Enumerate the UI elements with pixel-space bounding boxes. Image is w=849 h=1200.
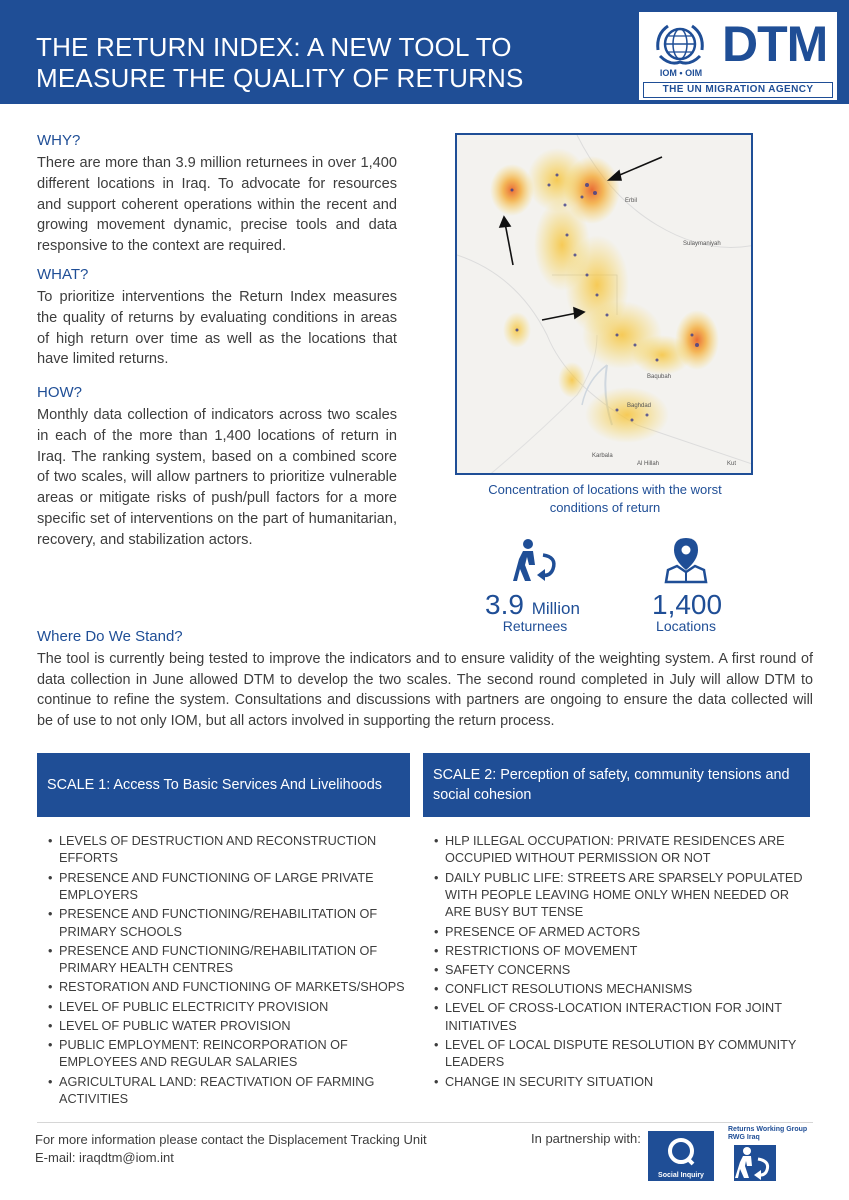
map-label-erbil: Erbil [625,198,638,204]
footer-divider [37,1122,813,1123]
locations-label: Locations [656,618,716,634]
how-heading: HOW? [37,384,82,401]
list-item: • RESTORATION AND FUNCTIONING OF MARKETS/SHOPS [46,979,418,996]
why-body: There are more than 3.9 million returnees in over 1,400 different locations in Iraq. To advocate for resources and support coherent operations within the recent and growing movement dynamic, precise tools and data responsive to the context are required. [37,155,397,255]
list-item: • AGRICULTURAL LAND: REACTIVATION OF FARMING ACTIVITIES [46,1074,418,1109]
social-inquiry-icon [648,1131,714,1181]
iom-oim-label: IOM • OIM [659,68,703,78]
list-item: • PRESENCE AND FUNCTIONING/REHABILITATION OF PRIMARY SCHOOLS [46,906,418,941]
list-item: • LEVEL OF CROSS-LOCATION INTERACTION FOR JOINT INITIATIVES [432,1000,808,1035]
list-item: • PUBLIC EMPLOYMENT: REINCORPORATION OF EMPLOYEES AND REGULAR SALARIES [46,1037,418,1072]
list-item: • SAFETY CONCERNS [432,962,808,979]
map-label-baghdad: Baghdad [627,403,652,409]
why-heading: WHY? [37,132,81,149]
footer-contact [35,1131,427,1167]
list-item: • DAILY PUBLIC LIFE: STREETS ARE SPARSELY POPULATED WITH PEOPLE LEAVING HOME ONLY WHEN NEEDED OR ARE BUSY BUT TENSE [432,870,808,922]
map-label-baqubah: Baqubah [647,374,672,380]
list-item: • PRESENCE OF ARMED ACTORS [432,924,808,941]
returnees-number: 3.9 [485,589,524,620]
map-label-karbala: Karbala [592,453,613,459]
how-body: Monthly data collection of indicators across two scales in each of the more than 1,400 locations of return in Iraq. The ranking system, based on a combined score of two scales, will allow partners to prioritize vulnerable areas or mitigate risks of push/pull factors for a more specific set of interventions on the part of humanitarian, recovery, and stabilization actors. [37,407,397,548]
scale-2-title: SCALE 2: Perception of safety, community tensions and social cohesion [433,767,790,803]
heat-map-graphic [457,135,753,475]
map-label-sulaymaniyah: Sulaymaniyah [683,241,721,247]
list-item: • LEVEL OF LOCAL DISPUTE RESOLUTION BY COMMUNITY LEADERS [432,1037,808,1072]
scale-2-list [432,833,808,1093]
social-inquiry-name: Social Inquiry [658,1172,704,1179]
list-item: • PRESENCE AND FUNCTIONING OF LARGE PRIVATE EMPLOYERS [46,870,418,905]
iom-emblem-icon [652,20,708,68]
list-item: • LEVEL OF PUBLIC ELECTRICITY PROVISION [46,999,418,1016]
rwg-line-2: RWG Iraq [728,1134,760,1141]
list-item: • LEVELS OF DESTRUCTION AND RECONSTRUCTION EFFORTS [46,833,418,868]
scale-2-header [423,753,810,817]
what-body: To prioritize interventions the Return Index measures the quality of returns by evaluating conditions in areas of high return over time as well as the locations that have limited returns. [37,289,397,368]
rwg-line-1: Returns Working Group [728,1126,808,1133]
contact-text: For more information please contact the Displacement Tracking Unit [35,1132,427,1147]
list-item: • HLP ILLEGAL OCCUPATION: PRIVATE RESIDENCES ARE OCCUPIED WITHOUT PERMISSION OR NOT [432,833,808,868]
returnees-label: Returnees [502,618,568,634]
rwg-emblem [734,1145,776,1181]
where-body: The tool is currently being tested to improve the indicators and to ensure validity of the weighting system. A first round of data collection in June allowed DTM to develop the two scales. The second round completed in July will allow DTM to continue to refine the system. Consultations and discussions with partners are ongoing to ensure the data collected will be of use to not only IOM, but all actors involved in supporting the return process. [37,651,813,729]
title-line-1: THE RETURN INDEX: A NEW TOOL TO [36,32,512,62]
person-walking-return-icon [513,539,559,583]
list-item: • CHANGE IN SECURITY SITUATION [432,1074,808,1091]
map-label-kut: Kut [727,461,737,467]
title-line-2: MEASURE THE QUALITY OF RETURNS [36,63,524,93]
map-caption [470,481,740,517]
scale-1-title: SCALE 1: Access To Basic Services And Livelihoods [47,777,382,793]
email-link[interactable]: E-mail: iraqdtm@iom.int [35,1150,174,1165]
social-inquiry-logo [648,1131,714,1181]
list-item: • LEVEL OF PUBLIC WATER PROVISION [46,1018,418,1035]
list-item: • CONFLICT RESOLUTIONS MECHANISMS [432,981,808,998]
list-item: • PRESENCE AND FUNCTIONING/REHABILITATION OF PRIMARY HEALTH CENTRES [46,943,418,978]
walking-person-icon [734,1145,776,1181]
scale-1-list [46,833,418,1110]
partnership-label: In partnership with: [531,1131,641,1146]
return-heat-map [455,133,753,475]
dtm-logo-text: DTM [722,16,828,72]
locations-number: 1,400 [652,589,723,620]
map-caption-line-2: conditions of return [549,500,661,515]
map-label-al-hillah: Al Hillah [637,461,660,467]
map-pin-icon [664,536,708,584]
rwg-logo [728,1126,814,1186]
page-title [36,32,596,94]
returnees-unit: Million [531,599,580,618]
where-heading: Where Do We Stand? [37,628,183,645]
agency-tagline: THE UN MIGRATION AGENCY [643,82,833,98]
map-caption-line-1: Concentration of locations with the worst [488,482,722,497]
list-item: • RESTRICTIONS OF MOVEMENT [432,943,808,960]
what-heading: WHAT? [37,266,89,283]
rwg-name [728,1126,814,1142]
scale-1-header [37,753,410,817]
